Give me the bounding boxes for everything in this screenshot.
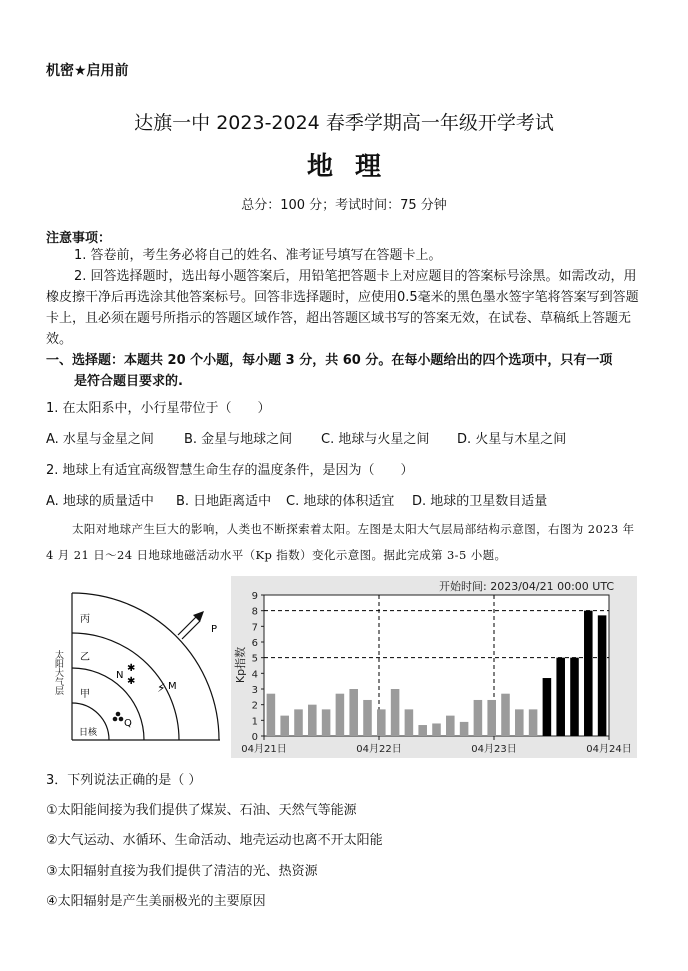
kp-bar <box>280 716 289 736</box>
y-tick-label: 2 <box>251 700 258 712</box>
kp-bar <box>487 700 496 736</box>
x-tick-label: 04月22日 <box>356 744 402 755</box>
mark-n: N <box>116 670 124 681</box>
y-tick-label: 1 <box>251 716 258 728</box>
sunspot-dot-2 <box>113 717 118 722</box>
kp-bar <box>336 694 345 736</box>
solar-atmosphere-diagram <box>52 590 228 745</box>
q2-option-b: B. 日地距离适中 <box>176 494 272 509</box>
material-text: 太阳对地球产生巨大的影响，人类也不断探索着太阳。左图是太阳大气层局部结构示意图，右图为 2023 年 4 月 21 日～24 日地球地磁活动水平（Kp 指数）变化示意图。据此完成第 3-5 小题。 <box>46 522 635 562</box>
q1-option-b: B. 金星与地球之间 <box>184 432 293 447</box>
q2-option-c: C. 地球的体积适宜 <box>286 494 395 509</box>
kp-bar <box>515 709 524 736</box>
kp-bar <box>584 611 593 736</box>
x-tick-label: 04月21日 <box>241 744 287 755</box>
y-tick-label: 5 <box>251 653 258 665</box>
sunspot-dot-1 <box>116 712 121 717</box>
y-tick-label: 4 <box>251 669 258 681</box>
diagram-axis-label: 太阳大气层 <box>53 650 63 695</box>
kp-bar <box>570 658 579 736</box>
arrow-p-head <box>193 611 204 622</box>
question-1-stem: 1. 在太阳系中，小行星带位于（ ） <box>46 401 271 416</box>
layer-label-bing: 丙 <box>80 614 90 625</box>
note-item-2: 2. 回答选择题时，选出每小题答案后，用铅笔把答题卡上对应题目的答案标号涂黑。如需改动，用橡皮擦干净后再选涂其他答案标号。回答非选择题时，应使用0.5毫米的黑色墨水签字笔将答案写到答题卡上，且必须在题号所指示的答题区域作答，超出答题区域书写的答案无效，在试卷、草稿纸上答题无效。 <box>46 269 639 347</box>
x-tick-label: 04月23日 <box>471 744 517 755</box>
section-line-2: 是符合题目要求的. <box>74 374 183 389</box>
layer-label-jia: 甲 <box>80 689 90 700</box>
y-tick-label: 9 <box>251 591 258 602</box>
y-tick-label: 3 <box>251 685 258 696</box>
question-3-stem: 3．下列说法正确的是（ ） <box>46 773 202 788</box>
kp-bar <box>322 709 331 736</box>
kp-bar <box>432 723 441 736</box>
chart-title: 开始时间: 2023/04/21 00:00 UTC <box>439 580 615 593</box>
notes-heading: 注意事项： <box>46 231 112 246</box>
note-item-1: 1. 答卷前，考生务必将自己的姓名、准考证号填写在答题卡上。 <box>74 248 442 263</box>
q3-statement-1: ①太阳能间接为我们提供了煤炭、石油、天然气等能源 <box>46 803 357 818</box>
kp-bar <box>308 705 317 736</box>
kp-bar <box>529 709 538 736</box>
kp-bar <box>294 709 303 736</box>
kp-index-chart <box>230 575 640 761</box>
q1-option-d: D. 火星与木星之间 <box>457 432 567 447</box>
mark-q: Q <box>124 718 132 729</box>
exam-title: 达旗一中 2023-2024 春季学期高一年级开学考试 <box>134 112 554 134</box>
score-time-info: 总分：100 分；考试时间：75 分钟 <box>241 198 447 213</box>
y-tick-label: 7 <box>251 622 258 634</box>
question-2-stem: 2. 地球上有适宜高级智慧生命生存的温度条件，是因为（ ） <box>46 463 414 478</box>
x-tick-label: 04月24日 <box>586 744 632 755</box>
lightning-icon: ⚡ <box>157 681 166 695</box>
kp-bar <box>267 694 276 736</box>
kp-bar <box>363 700 372 736</box>
y-tick-label: 0 <box>251 732 258 743</box>
kp-bar <box>556 658 565 736</box>
q2-option-d: D. 地球的卫星数目适量 <box>412 494 548 509</box>
question-2-options <box>46 490 547 509</box>
y-axis-label: Kp指数 <box>234 646 247 684</box>
mark-p: P <box>211 624 218 635</box>
kp-bar <box>391 689 400 736</box>
q3-statement-3: ③太阳辐射直接为我们提供了清洁的光、热资源 <box>46 864 318 879</box>
kp-bar <box>460 722 469 736</box>
q1-option-c: C. 地球与火星之间 <box>321 432 430 447</box>
flare-star-icon-2: ✱ <box>127 676 136 687</box>
y-tick-label: 8 <box>251 606 258 618</box>
kp-bar <box>405 709 414 736</box>
kp-bar <box>474 700 483 736</box>
q2-option-a: A. 地球的质量适中 <box>46 494 154 509</box>
q1-option-a: A. 水星与金星之间 <box>46 432 154 447</box>
question-1-options <box>46 428 566 447</box>
arrow-p-line-2 <box>182 621 200 639</box>
kp-bar <box>598 615 607 736</box>
kp-bar <box>418 725 427 736</box>
kp-bar <box>446 716 455 736</box>
layer-label-yi: 乙 <box>80 652 90 663</box>
kp-bar <box>349 689 358 736</box>
arrow-p-line-1 <box>178 617 196 635</box>
layer-label-core: 日核 <box>79 728 98 738</box>
q3-statement-2: ②大气运动、水循环、生命活动、地壳运动也离不开太阳能 <box>46 833 383 848</box>
confidential-label: 机密★启用前 <box>46 63 129 79</box>
kp-bar <box>543 678 552 736</box>
section-line-1: 一、选择题：本题共 20 个小题，每小题 3 分，共 60 分。在每小题给出的四个选项中，只有一项 <box>46 353 613 368</box>
y-tick-label: 6 <box>251 638 258 649</box>
section-heading <box>46 350 646 392</box>
flare-star-icon: ✱ <box>127 663 136 674</box>
sunspot-dot-3 <box>119 717 124 722</box>
mark-m: M <box>168 681 177 692</box>
subject-title: 地理 <box>306 152 403 182</box>
kp-bar <box>377 709 386 736</box>
kp-bar <box>501 694 510 736</box>
q3-statement-4: ④太阳辐射是产生美丽极光的主要原因 <box>46 894 266 909</box>
